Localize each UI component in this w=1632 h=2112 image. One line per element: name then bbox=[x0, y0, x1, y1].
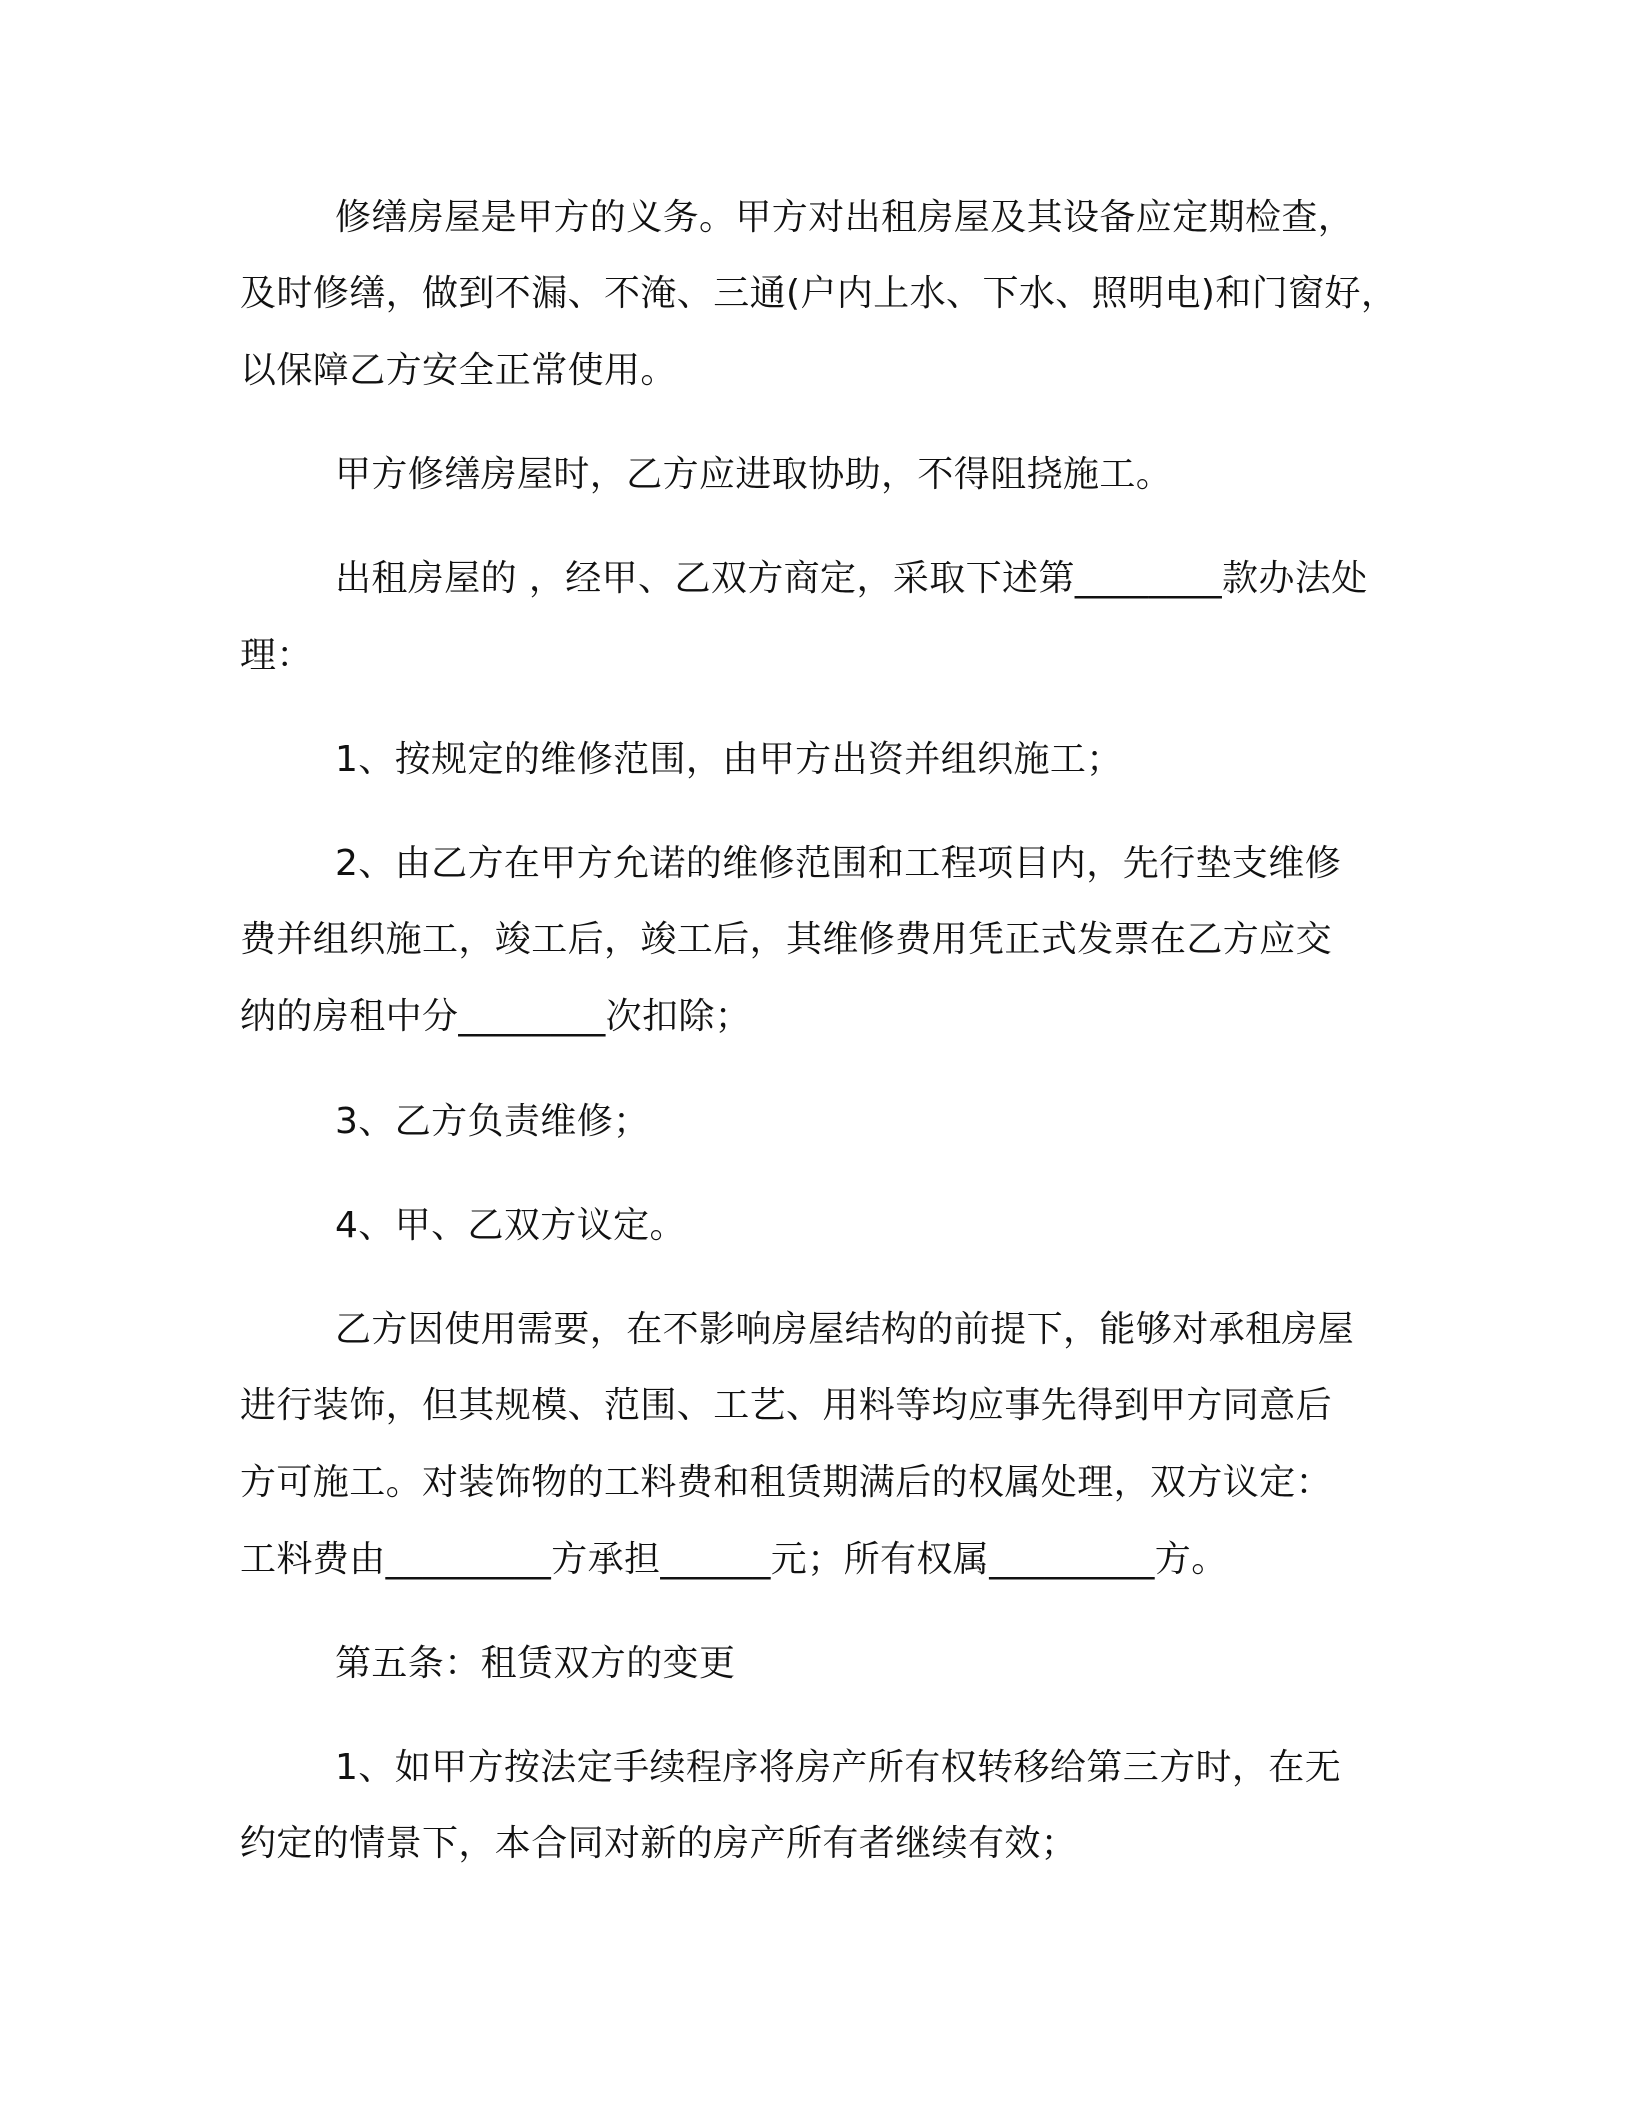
text-line: 工料费由_________方承担______元；所有权属_________方。 bbox=[240, 1539, 1228, 1580]
text-line: 出租房屋的 ，经甲、乙双方商定，采取下述第________款办法处 bbox=[335, 558, 1368, 599]
section-heading: 第五条：租赁双方的变更 bbox=[335, 1643, 736, 1684]
text-line: 甲方修缮房屋时，乙方应进取协助，不得阻挠施工。 bbox=[335, 454, 1173, 495]
list-item: 3、乙方负责维修； bbox=[335, 1101, 650, 1142]
list-item: 4、甲、乙双方议定。 bbox=[335, 1205, 686, 1246]
list-item: 1、按规定的维修范围，由甲方出资并组织施工； bbox=[335, 739, 1123, 780]
text-line: 理： bbox=[240, 635, 313, 676]
text-line: 约定的情景下，本合同对新的房产所有者继续有效； bbox=[240, 1823, 1078, 1864]
text-line: 乙方因使用需要，在不影响房屋结构的前提下，能够对承租房屋 bbox=[335, 1309, 1355, 1350]
text-line: 费并组织施工，竣工后，竣工后，其维修费用凭正式发票在乙方应交 bbox=[240, 919, 1333, 960]
text-line: 及时修缮，做到不漏、不淹、三通(户内上水、下水、照明电)和门窗好， bbox=[240, 273, 1398, 314]
text-line: 进行装饰，但其规模、范围、工艺、用料等均应事先得到甲方同意后 bbox=[240, 1385, 1333, 1426]
text-line: 修缮房屋是甲方的义务。甲方对出租房屋及其设备应定期检查， bbox=[335, 197, 1355, 238]
text-line: 以保障乙方安全正常使用。 bbox=[240, 350, 677, 391]
text-line: 纳的房租中分________次扣除； bbox=[240, 996, 752, 1037]
list-item: 1、如甲方按法定手续程序将房产所有权转移给第三方时，在无 bbox=[335, 1747, 1342, 1788]
text-line: 方可施工。对装饰物的工料费和租赁期满后的权属处理，双方议定： bbox=[240, 1462, 1333, 1503]
list-item: 2、由乙方在甲方允诺的维修范围和工程项目内，先行垫支维修 bbox=[335, 843, 1342, 884]
